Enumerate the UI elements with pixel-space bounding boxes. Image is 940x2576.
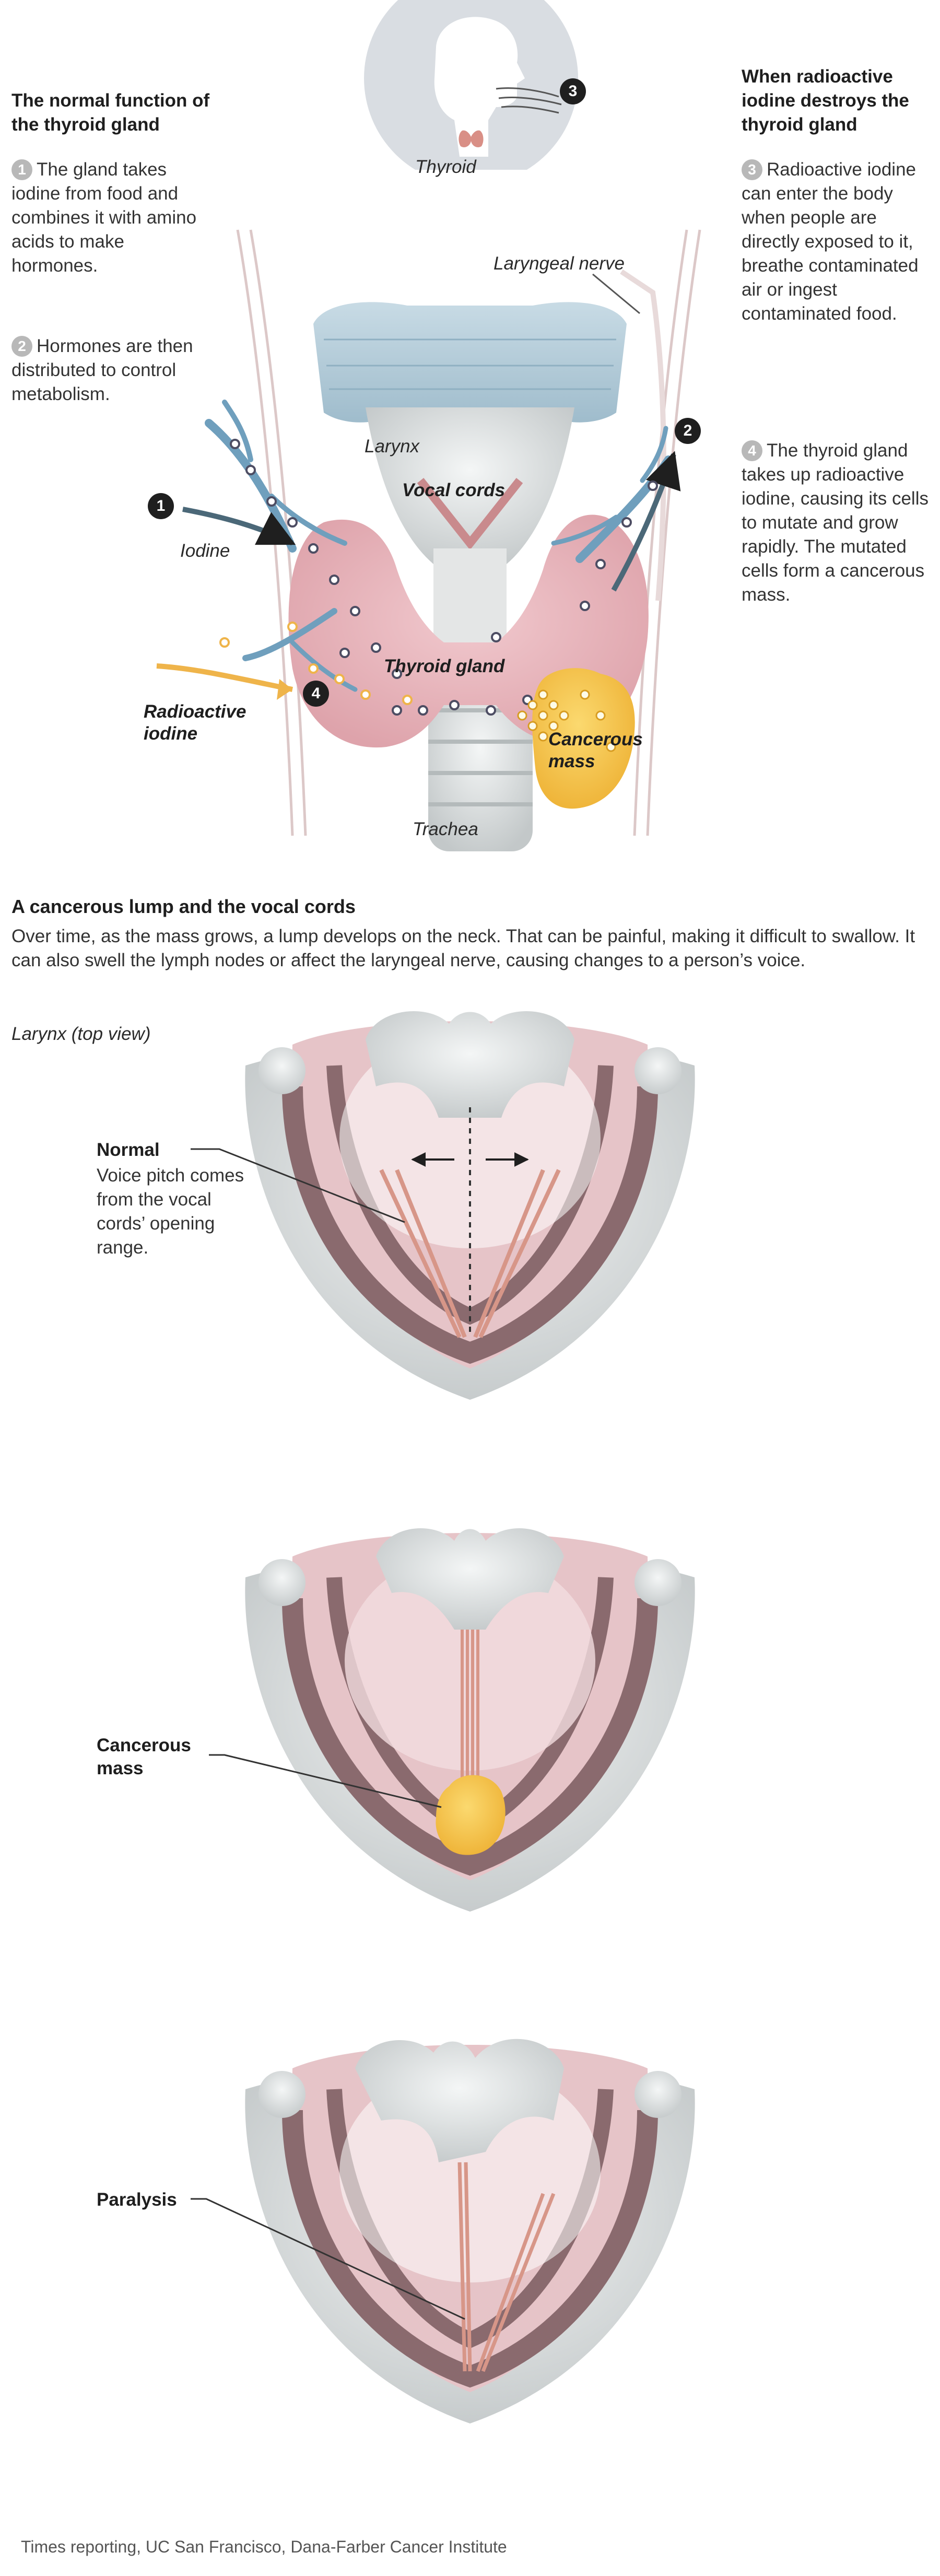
larynx-view-cancer <box>209 1528 695 1912</box>
badge-1: 1 <box>148 493 174 519</box>
section-description: Over time, as the mass grows, a lump develops on the neck. That can be painful, making it difficult to swallow. It can also swell the lymph nodes or affect the laryngeal nerve, causing changes to a person’s voice. <box>11 926 915 970</box>
larynx-view-normal <box>191 1011 695 1400</box>
right-step-3-text: Radioactive iodine can enter the body when people are directly exposed to it, breathe contaminated air or ingest contaminated food. <box>742 159 919 324</box>
larynx-label: Larynx <box>365 436 420 456</box>
trachea-label: Trachea <box>413 819 478 839</box>
section-title: A cancerous lump and the vocal cords <box>11 896 356 917</box>
paralysis-label: Paralysis <box>97 2189 177 2210</box>
radioactive-iodine-label: Radioactive iodine <box>144 701 246 744</box>
right-step-3 <box>742 158 935 326</box>
badge-4: 4 <box>303 681 329 707</box>
vocal-cords-label: Vocal cords <box>402 480 506 500</box>
normal-label: Normal <box>97 1140 160 1160</box>
step-number-badge: 1 <box>11 159 32 180</box>
credit-line: Times reporting, UC San Francisco, Dana-Farber Cancer Institute <box>21 2537 507 2556</box>
iodine-label: Iodine <box>180 541 230 561</box>
left-step-2 <box>11 334 199 406</box>
laryngeal-nerve-label: Laryngeal nerve <box>494 253 625 274</box>
right-heading: When radioactive iodine destroys the thyroid gland <box>742 66 909 135</box>
badge-2: 2 <box>675 418 701 444</box>
radioactive-iodine-arrow <box>157 666 292 689</box>
step-number-badge: 4 <box>742 440 762 461</box>
left-step-1-text: The gland takes iodine from food and combines it with amino acids to make hormones. <box>11 159 197 276</box>
thyroid-gland-label: Thyroid gland <box>384 656 505 676</box>
thyroid-label: Thyroid <box>415 157 476 177</box>
badge-3: 3 <box>560 78 586 104</box>
view-label: Larynx (top view) <box>11 1024 151 1044</box>
larynx-view-paralysis <box>191 2039 695 2423</box>
left-step-1 <box>11 158 199 278</box>
cancerous-mass-view-label: Cancerous mass <box>97 1735 191 1778</box>
normal-description: Voice pitch comes from the vocal cords’ opening range. <box>97 1165 244 1258</box>
right-step-4 <box>742 439 935 607</box>
step-number-badge: 2 <box>11 336 32 357</box>
step-number-badge: 3 <box>742 159 762 180</box>
cancerous-mass-label: Cancerous mass <box>548 729 643 771</box>
right-step-4-text: The thyroid gland takes up radioactive iodine, causing its cells to mutate and grow rapidly. The mutated cells form a cancerous mass. <box>742 440 929 605</box>
left-heading: The normal function of the thyroid gland <box>11 90 210 135</box>
left-step-2-text: Hormones are then distributed to control metabolism. <box>11 336 193 404</box>
